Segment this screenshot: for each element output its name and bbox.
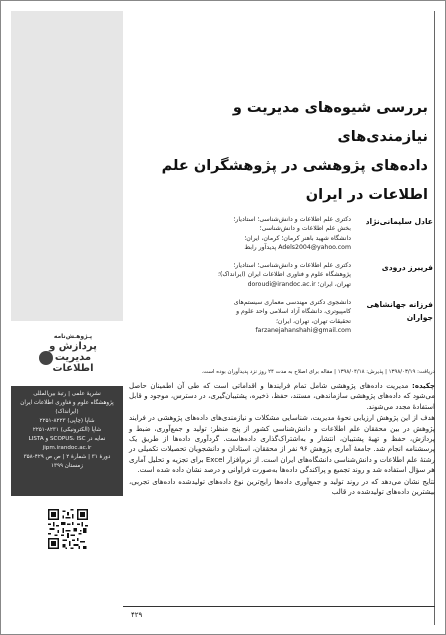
affiliation-line[interactable]: تهران، ایران؛ doroudi@irandoc.ac.ir [247,280,351,288]
journal-logo [39,331,99,383]
author-name: فرزانه جهانشاهی جواران [366,300,433,323]
sidebar-gray-band [11,11,123,321]
journal-info-line: شاپا (چاپی) ۸۲۲۳-۲۲۵۱ [39,418,95,424]
author-entry [129,298,433,335]
affiliation-line[interactable]: farzanejahanshahi@gmail.com [255,326,351,334]
author-affiliation [129,261,357,289]
abstract-paragraph: هدف از این پژوهش ارزیابی نحوهٔ مدیریت، شناسایی مشکلات و نیازمندی‌های داده‌های پژوهشی در فرایند پژوهش در بین محققان علم اطلاعات و دانش‌شناسی کشور از پنج منظر: تولید و جمع‌آوری، ضبط و پردازش، حفظ و تهیهٔ پشتیبان، انتشار و به‌اشتراک‌گذاری داده‌هاست. گردآوری داده‌ها از طریق یک پرسشنامه انجام شد. جامعهٔ آماری پژوهش ۹۶ نفر از محققان، استادان و دانشجویان تحصیلات تکمیلی در رشتهٔ علم اطلاعات و دانش‌شناسی دانشگاه‌های ایران است. از نرم‌افزار Excel برای تجزیه و تحلیل آماری هر سؤال استفاده شد و روند تجمیع و پراکندگی داده‌ها به‌صورت فراوانی و درصد نشان داده شده است. [129,414,436,475]
article-column [123,11,435,625]
affiliation-line: تحقیقات تهران، تهران، ایران؛ [275,317,351,325]
journal-info-line: نمایه در SCOPUS، ISC و LISTA [28,436,106,442]
footer-divider [123,606,435,607]
abstract-text: مدیریت داده‌های پژوهشی شامل تمام فرایندها و اقداماتی است که طی آن اطمینان حاصل می‌شود که داده‌های پژوهشی سازماندهی، مستند، حفظ، ذخیره، پشتیبان‌گیری، در دسترس، موجود و قابل استفادهٔ مجدد می‌شوند. [129,382,435,411]
logo-line-1: پـژوهـش‌نامه [53,333,93,340]
author-name: فریبرز درودی [381,263,433,273]
author-affiliation [129,215,357,252]
affiliation-line: دکتری علم اطلاعات و دانش‌شناسی؛ استادیار؛ [233,216,351,223]
journal-info-line: (ایرانداک) [55,409,79,415]
affiliation-line: دکتری علم اطلاعات و دانش‌شناسی؛ استادیار؛ [233,262,351,270]
title-line: اطلاعات در ایران [305,187,428,203]
logo-line-4: اطلاعات [52,363,94,374]
affiliation-line: بخش علم اطلاعات و دانش‌شناسی؛ [259,225,351,233]
logo-line-2: پردازش و [49,341,97,352]
abstract-paragraph: نتایج نشان می‌دهد که در روند تولید و جمع‌آوری داده‌ها رایج‌ترین نوع داده‌های تولیدشده داده‌های تجربی، بیشترین داده‌های تولیدشده در قالب [129,477,435,497]
author-entry [129,215,433,252]
abstract-label: چکیده: [412,382,435,390]
affiliation-line: پژوهشگاه علوم و فناوری اطلاعات ایران (ایرانداک)؛ [218,271,351,279]
affiliation-line: دانشجوی دکتری مهندسی معماری سیستم‌های [233,299,351,307]
journal-info-line: زمستان ۱۳۹۹ [51,463,83,469]
journal-info-line: jipm.irandoc.ac.ir [42,445,92,451]
author-entry [129,261,433,289]
author-affiliation [129,298,357,335]
logo-text [47,333,99,374]
affiliation-line: دانشگاه شهید باهنر کرمان؛ کرمان، ایران؛ [244,234,351,242]
affiliation-line[interactable]: Adels2004@yahoo.com پدیدآور رابط [244,243,351,251]
affiliation-line: کامپیوتری، دانشگاه آزاد اسلامی واحد علوم و [236,308,351,316]
journal-sidebar [11,11,123,625]
logo-line-3: مدیریت [54,352,92,363]
page-number: ۴۲۹ [131,611,143,619]
journal-info-box [11,386,123,496]
title-line: داده‌های پژوهشی در پژوهشگران علم [161,158,428,174]
qr-code-icon[interactable] [48,509,88,549]
article-title [138,94,428,210]
author-list [129,215,433,344]
author-name: عادل سلیمانی‌نژاد [365,217,433,226]
journal-info-line: شاپا (الکترونیکی) ۸۲۳۱-۲۲۵۱ [32,427,102,433]
journal-info-line: پژوهشگاه علوم و فناوری اطلاعات ایران [20,400,114,406]
journal-info-line: نشریهٔ علمی | رتبهٔ بین‌المللی [33,391,101,397]
journal-info-line: دورهٔ ۳۱ | شمارهٔ ۲ | ص ص ۴۲۹-۳۵۸ [23,454,111,460]
abstract-paragraph [129,381,435,412]
abstract [129,381,435,498]
submission-dates: دریافت: ۱۳۹۸/۰۳/۱۹ | پذیرش: ۱۳۹۸/۰۴/۱۸ | مقاله برای اصلاح به مدت ۲۴ روز نزد پدیدآوران بوده است. [201,369,435,375]
title-line: بررسی شیوه‌های مدیریت و نیازمندی‌های [232,100,428,145]
